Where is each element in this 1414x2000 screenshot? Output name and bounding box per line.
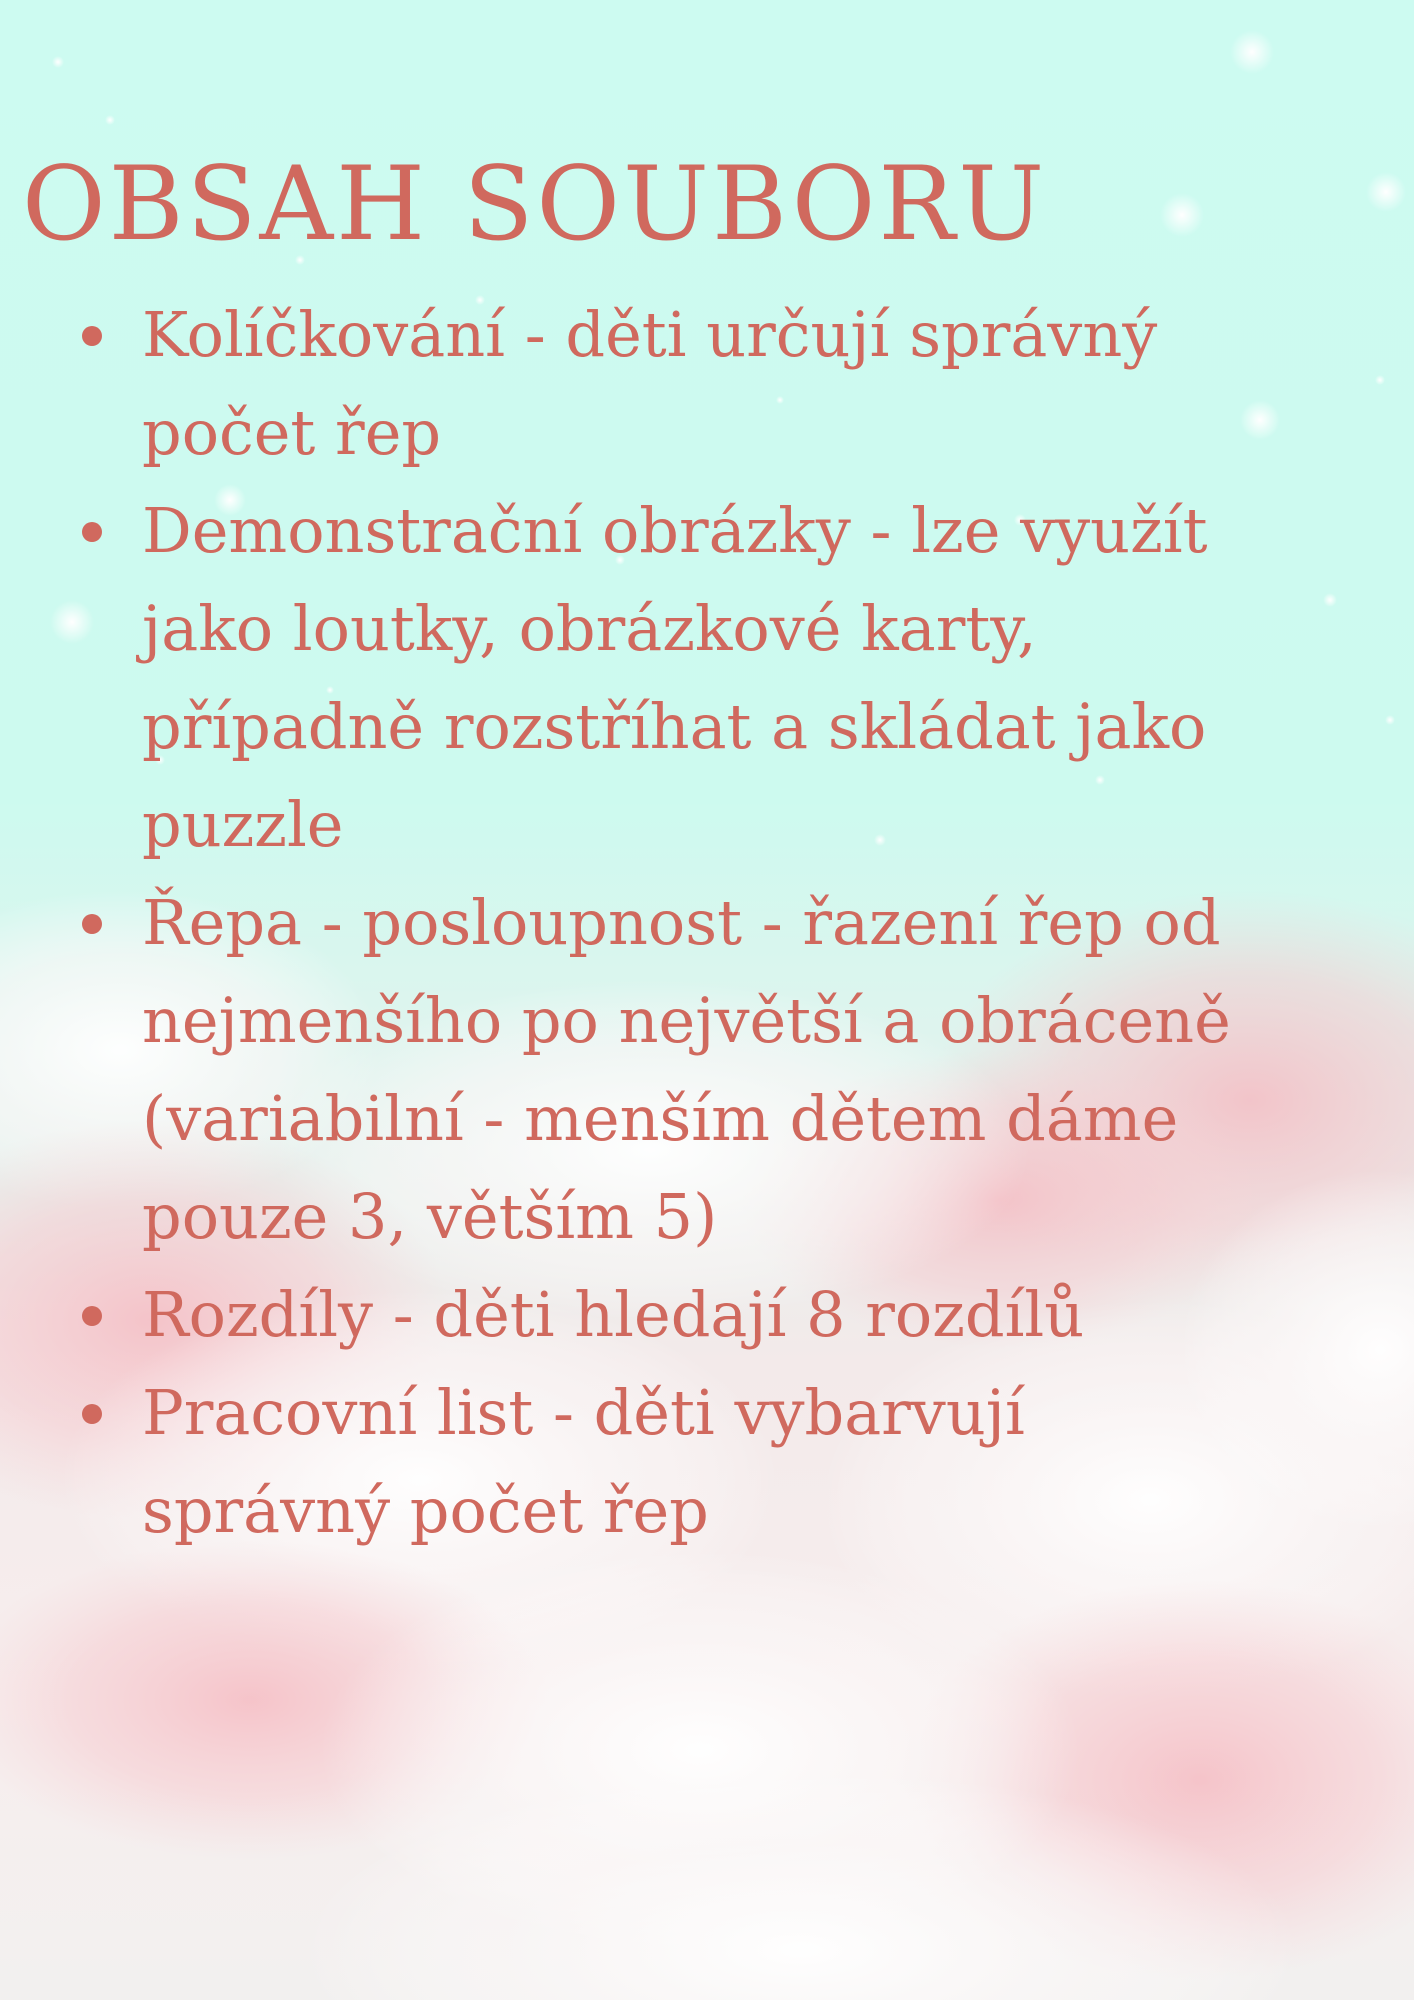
bullet-icon (82, 522, 102, 542)
list-item-line: Demonstrační obrázky - lze využít (142, 494, 1208, 567)
list-item-line: Kolíčkování - děti určují správný (142, 298, 1158, 371)
contents-list (0, 286, 1400, 1560)
bullet-icon (82, 914, 102, 934)
bullet-icon (82, 1306, 102, 1326)
bullet-icon (82, 326, 102, 346)
list-item (0, 874, 1372, 1266)
list-item (0, 286, 1372, 482)
list-item-line: Rozdíly - děti hledají 8 rozdílů (142, 1278, 1085, 1351)
list-item-line: počet řep (142, 396, 442, 469)
list-item-line: pouze 3, větším 5) (142, 1180, 718, 1253)
list-item-line: Pracovní list - děti vybarvují (142, 1376, 1025, 1449)
list-item-line: případně rozstříhat a skládat jako (142, 690, 1207, 763)
list-item (0, 1266, 1372, 1364)
list-item (0, 482, 1372, 874)
list-item-line: jako loutky, obrázkové karty, (142, 592, 1037, 665)
list-item-line: správný počet řep (142, 1474, 709, 1547)
list-item (0, 1364, 1372, 1560)
list-item-line: puzzle (142, 788, 344, 861)
bullet-icon (82, 1404, 102, 1424)
list-item-line: (variabilní - menším dětem dáme (142, 1082, 1179, 1155)
list-item-line: nejmenšího po největší a obráceně (142, 984, 1231, 1057)
page-title: OBSAH SOUBORU (22, 145, 1048, 264)
list-item-line: Řepa - posloupnost - řazení řep od (142, 886, 1221, 959)
